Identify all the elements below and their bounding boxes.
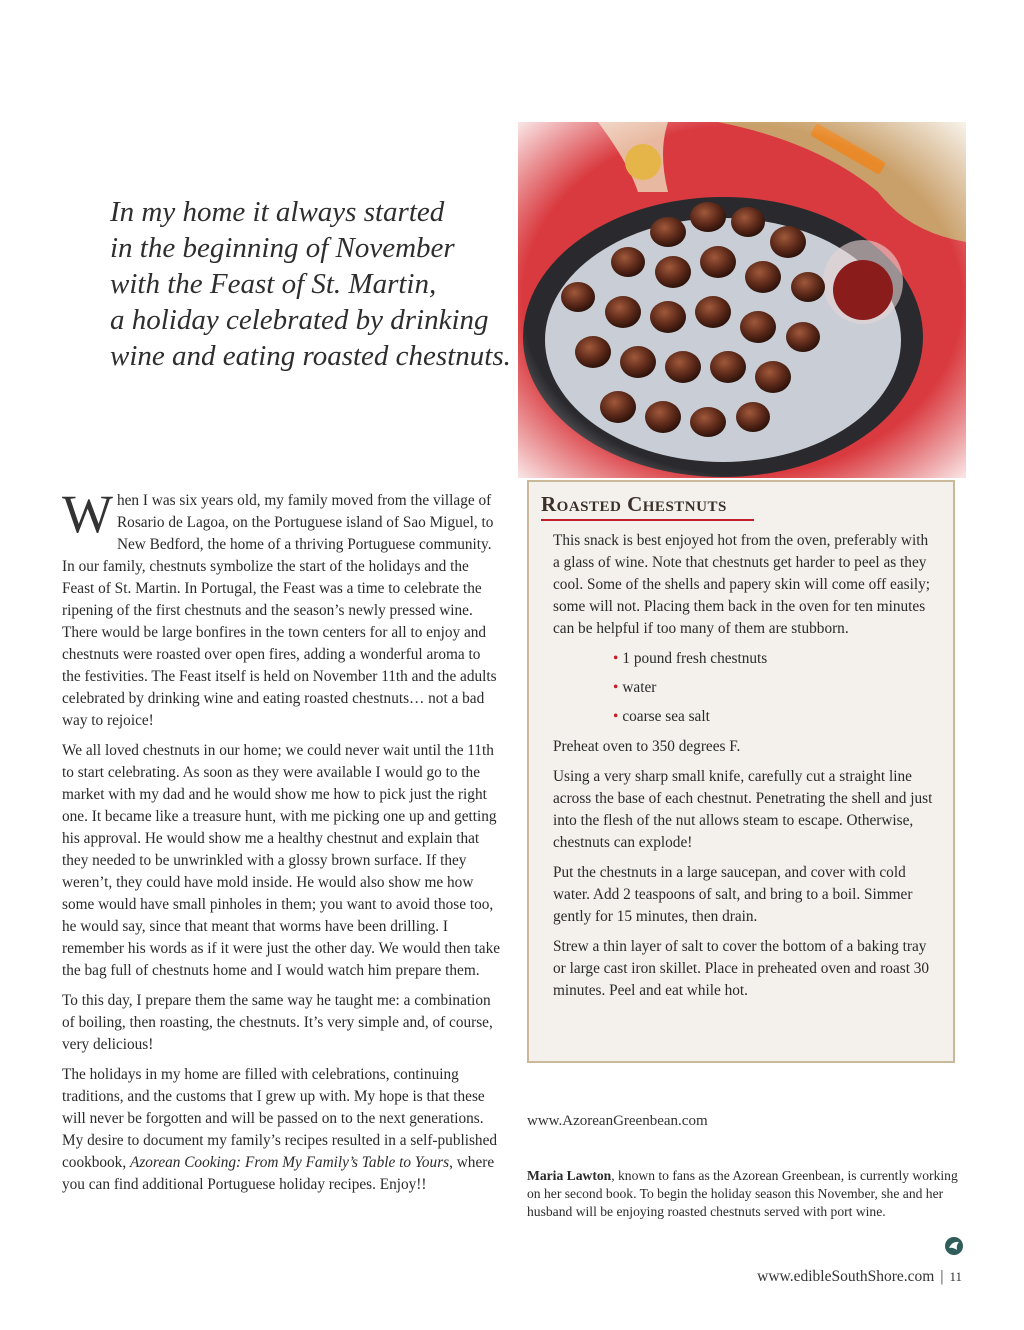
author-name: Maria Lawton xyxy=(527,1168,612,1183)
author-bio-text: , known to fans as the Azorean Greenbean, is currently working on her second book. To begin the holiday season this November, she and her husband will be enjoying roasted chestnuts served with port wine. xyxy=(527,1168,958,1219)
chestnuts-photo xyxy=(518,122,966,478)
pull-quote-line: with the Feast of St. Martin, xyxy=(110,268,437,300)
recipe-intro: This snack is best enjoyed hot from the oven, preferably with a glass of wine. Note that chestnuts get harder to peel as they cool. Some of the shells and papery skin will come off easily; some will not. Placing them back in the oven for ten minutes can be helpful if too many of them are stubborn. xyxy=(553,532,930,637)
footer-separator: | xyxy=(940,1268,944,1285)
bullet-icon: • xyxy=(613,679,619,696)
cookbook-title: Azorean Cooking: From My Family’s Table to Yours xyxy=(129,1154,450,1171)
pull-quote xyxy=(110,194,530,374)
footer-site: www.edibleSouthShore.com xyxy=(757,1268,935,1285)
ingredient-text: water xyxy=(622,679,657,696)
ingredient-item xyxy=(613,648,933,670)
bullet-icon: • xyxy=(613,708,619,725)
author-website-link[interactable]: www.AzoreanGreenbean.com xyxy=(527,1113,708,1129)
recipe-step: Preheat oven to 350 degrees F. xyxy=(553,738,741,755)
ingredient-list xyxy=(553,648,933,728)
article-paragraph xyxy=(62,1064,502,1196)
article-body xyxy=(62,484,502,1204)
ingredient-item xyxy=(613,706,933,728)
ingredient-item xyxy=(613,677,933,699)
article-paragraph-text: The holidays in my home are filled with celebrations, continuing traditions, and the customs that I grew up with. My hope is that these will never be forgotten and will be passed on to the next generations. My desire to document my family’s recipes resulted in a self-published cookbook, xyxy=(62,1066,498,1171)
article-paragraph: To this day, I prepare them the same way he taught me: a combination of boiling, then roasting, the chestnuts. It’s very simple and, of course, very delicious! xyxy=(62,992,493,1053)
bullet-icon: • xyxy=(613,650,619,667)
pull-quote-line: a holiday celebrated by drinking xyxy=(110,304,489,336)
recipe-step: Put the chestnuts in a large saucepan, and cover with cold water. Add 2 teaspoons of salt, and bring to a boil. Simmer gently for 15 minutes, then drain. xyxy=(553,864,913,925)
article-paragraph: We all loved chestnuts in our home; we could never wait until the 11th to start celebrating. As soon as they were available I would go to the market with my dad and he would show me how to pick just the right one. It became like a treasure hunt, with me picking one up and getting his approval. He would show me a healthy chestnut and explain that they needed to be unwrinkled with a glossy brown surface. If they weren’t, they could have mold inside. He would also show me how some would have small pinholes in them; you want to avoid those too, he would say, since that meant that worms have been drilling. I remember his words as if it were just the other day. We would then take the bag full of chestnuts home and I would watch him prepare them. xyxy=(62,742,501,979)
recipe-box xyxy=(527,480,955,1063)
article-paragraph-text: hen I was six years old, my family moved from the village of Rosario de Lagoa, on the Portuguese island of Sao Miguel, to New Bedford, the home of a thriving Portuguese community. In our family, chestnuts symbolize the start of the holidays and the Feast of St. Martin. In Portugal, the Feast was a time to celebrate the ripening of the first chestnuts and the season’s newly pressed wine. There would be large bonfires in the town centers for all to enjoy and chestnuts were roasted over open fires, adding a wonderful aroma to the festivities. The Feast itself is held on November 11th and the adults celebrated by drinking wine and eating roasted chestnuts… not a bad way to rejoice! xyxy=(62,492,497,729)
author-bio xyxy=(527,1167,965,1221)
article-paragraph xyxy=(62,484,502,732)
ingredient-text: coarse sea salt xyxy=(622,708,710,725)
page-footer xyxy=(757,1268,962,1286)
recipe-step: Using a very sharp small knife, carefully cut a straight line across the base of each chestnut. Penetrating the shell and just into the flesh of the nut allows steam to escape. Otherwise, chestnuts can explode! xyxy=(553,768,933,851)
recipe-step: Strew a thin layer of salt to cover the bottom of a baking tray or large cast iron skillet. Place in preheated oven and roast 30 minutes. Peel and eat while hot. xyxy=(553,938,930,999)
recipe-title-underline xyxy=(541,519,754,521)
pull-quote-line: in the beginning of November xyxy=(110,232,455,264)
recipe-title: Roasted Chestnuts xyxy=(541,492,727,516)
drop-cap: W xyxy=(62,484,113,544)
article-paragraph-text: , where you can find additional Portuguese holiday recipes. Enjoy!! xyxy=(62,1154,495,1193)
ingredient-text: 1 pound fresh chestnuts xyxy=(622,650,768,667)
page-number: 11 xyxy=(949,1269,962,1284)
recipe-body xyxy=(553,530,933,1010)
pull-quote-line: In my home it always started xyxy=(110,196,445,228)
pull-quote-line: wine and eating roasted chestnuts. xyxy=(110,340,511,372)
edible-logo-icon xyxy=(944,1236,964,1256)
